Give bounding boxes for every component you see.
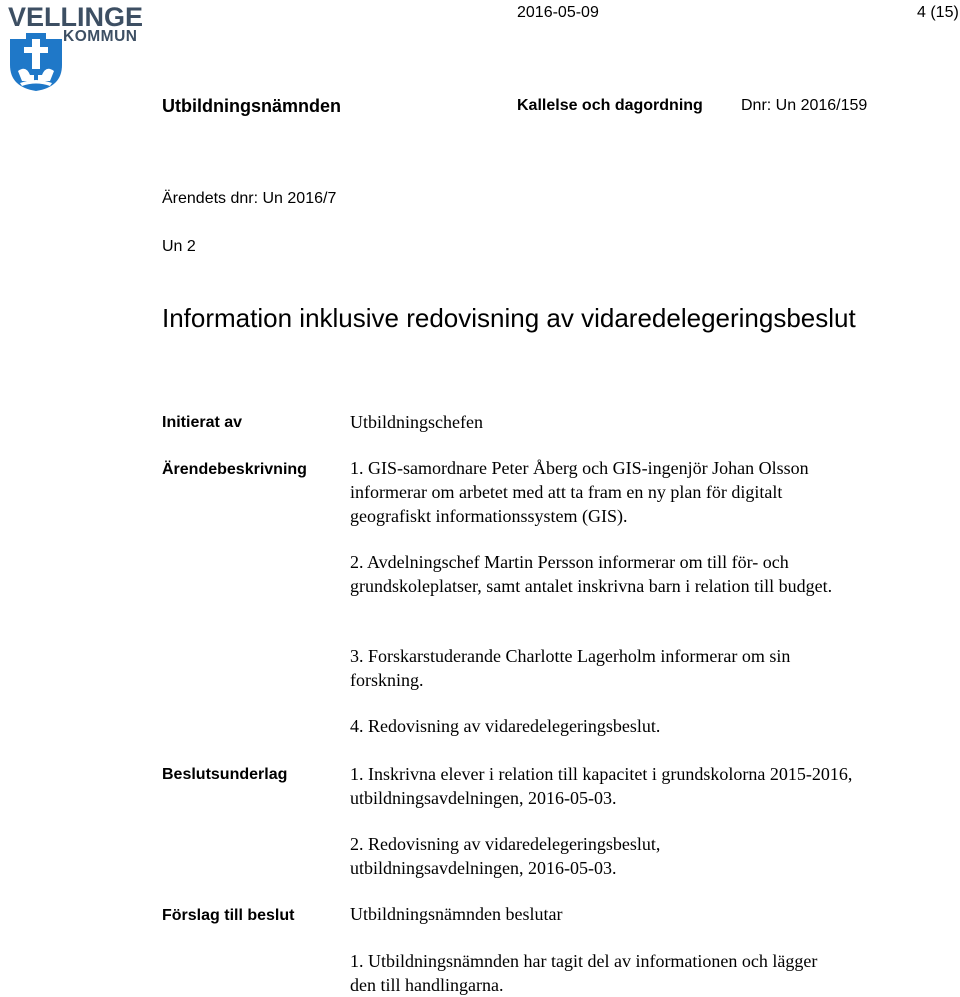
basis-item: 1. Inskrivna elever i relation till kapacitet i grundskolorna 2015-2016, utbildningsavdelningen, 2016-05-03. xyxy=(350,764,853,808)
case-code: Un 2 xyxy=(162,238,196,255)
coat-of-arms-icon xyxy=(8,31,64,93)
proposal-label: Förslag till beslut xyxy=(162,907,295,924)
basis-label: Beslutsunderlag xyxy=(162,766,288,783)
basis-item: 2. Redovisning av vidaredelegeringsbeslut, utbildningsavdelningen, 2016-05-03. xyxy=(350,834,661,878)
logo-sub: KOMMUN xyxy=(63,28,138,45)
page-number: 4 (15) xyxy=(917,4,959,21)
description-item: 2. Avdelningschef Martin Persson informerar om till för- och grundskoleplatser, samt antalet inskrivna barn i relation till budget. xyxy=(350,552,833,596)
initiated-value: Utbildningschefen xyxy=(350,412,483,432)
description-item: 1. GIS-samordnare Peter Åberg och GIS-ingenjör Johan Olsson informerar om arbetet med att ta fram en ny plan för digitalt geografiskt informationssystem (GIS). xyxy=(350,458,809,526)
description-label: Ärendebeskrivning xyxy=(162,461,307,478)
page-title: Information inklusive redovisning av vidaredelegeringsbeslut xyxy=(162,303,856,333)
proposal-intro: Utbildningsnämnden beslutar xyxy=(350,904,563,924)
committee-name: Utbildningsnämnden xyxy=(162,96,341,116)
initiated-label: Initierat av xyxy=(162,414,243,431)
logo-name: VELLINGE xyxy=(8,2,144,32)
document-date: 2016-05-09 xyxy=(517,4,599,21)
proposal-item: 1. Utbildningsnämnden har tagit del av informationen och lägger den till handlingarna. xyxy=(350,951,818,995)
case-dnr: Ärendets dnr: Un 2016/7 xyxy=(162,190,337,207)
description-item: 4. Redovisning av vidaredelegeringsbeslut. xyxy=(350,716,661,736)
description-item: 3. Forskarstuderande Charlotte Lagerholm informerar om sin forskning. xyxy=(350,646,791,690)
document-type: Kallelse och dagordning xyxy=(517,97,703,114)
document-dnr: Dnr: Un 2016/159 xyxy=(741,97,868,114)
vellinge-logo xyxy=(8,4,156,94)
